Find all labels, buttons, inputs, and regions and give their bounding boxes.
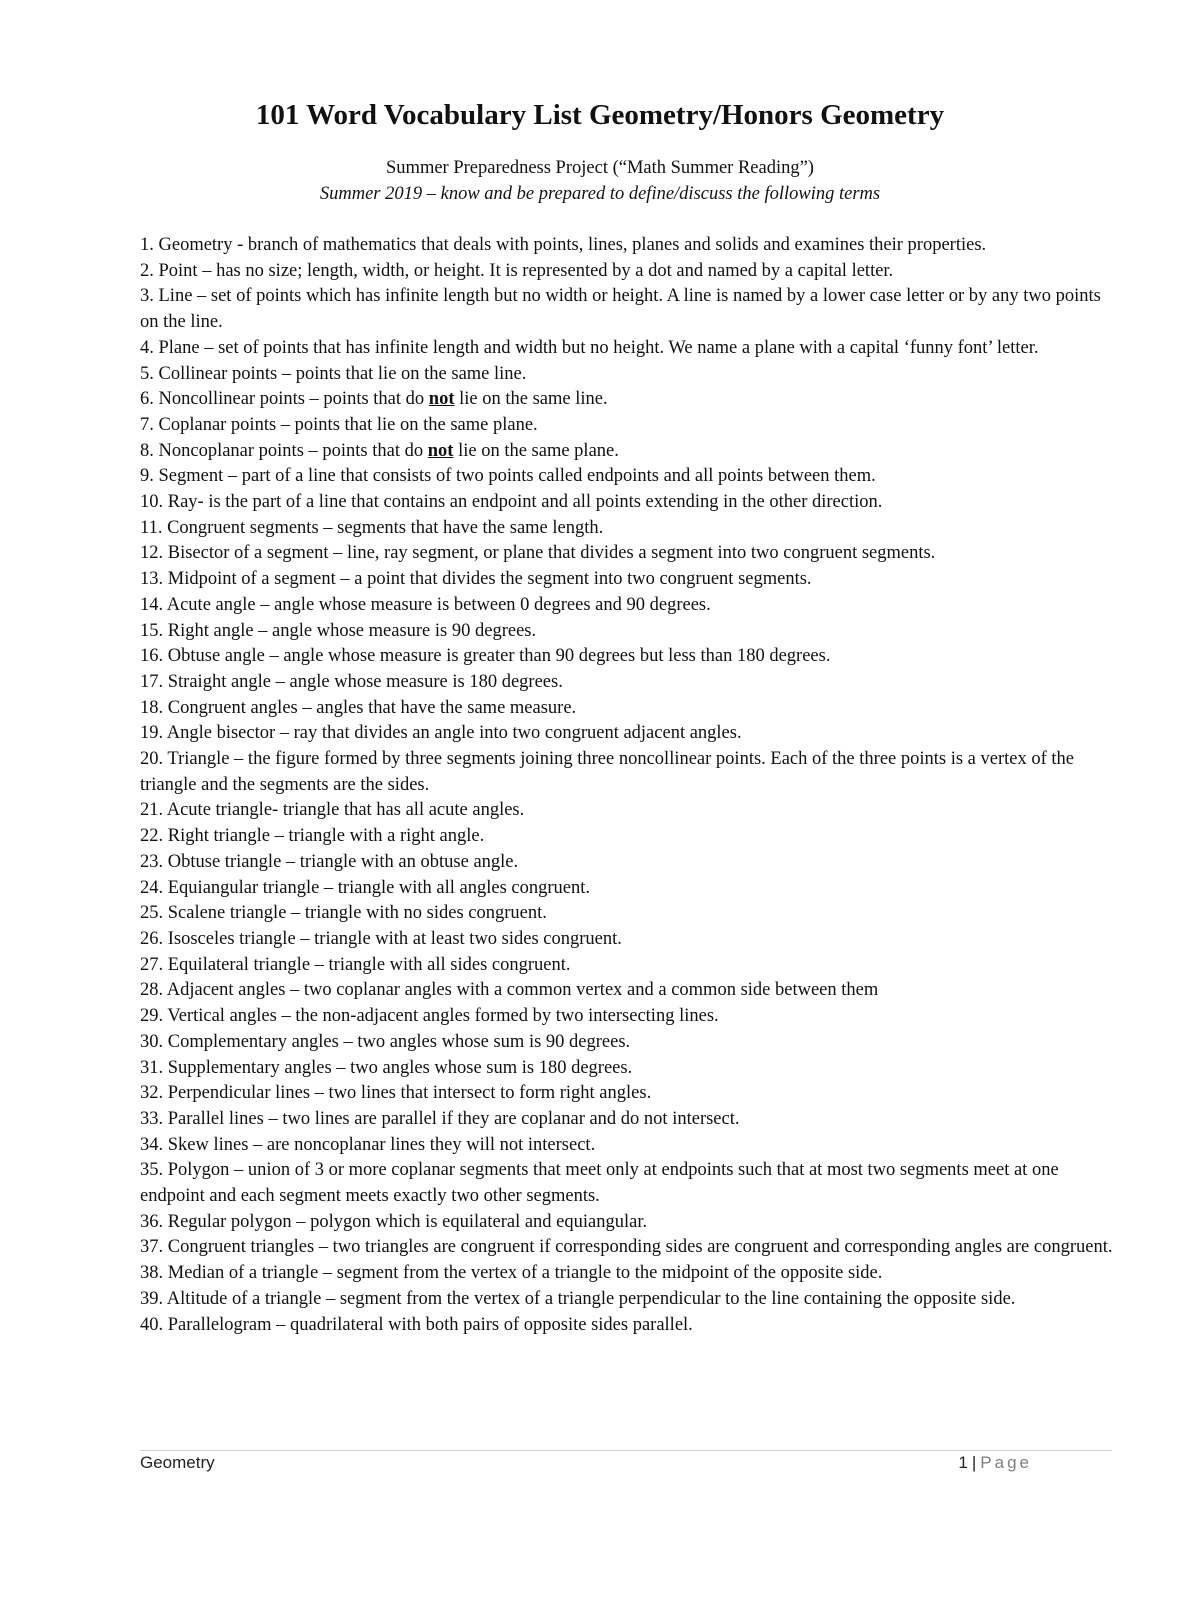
vocabulary-text: 20. Triangle – the figure formed by three segments joining three noncollinear points. Each of the three points is a vertex of the triangle and the segments are the sides. (140, 749, 1075, 795)
vocabulary-text: 11. Congruent segments – segments that have the same length. (140, 517, 604, 538)
vocabulary-item (140, 1158, 1115, 1209)
vocabulary-text: 31. Supplementary angles – two angles whose sum is 180 degrees. (140, 1057, 633, 1078)
vocabulary-item (140, 1133, 1115, 1159)
emphasized-word: not (427, 440, 454, 461)
document-title: 101 Word Vocabulary List Geometry/Honors Geometry (255, 99, 945, 131)
vocabulary-item (140, 619, 1115, 645)
vocabulary-item (140, 798, 1115, 824)
vocabulary-item (140, 259, 1115, 285)
vocabulary-item (140, 541, 1115, 567)
vocabulary-text: 36. Regular polygon – polygon which is equilateral and equiangular. (140, 1211, 648, 1232)
document-instruction: Summer 2019 – know and be prepared to define/discuss the following terms (319, 184, 881, 204)
vocabulary-text: 30. Complementary angles – two angles whose sum is 90 degrees. (140, 1031, 631, 1052)
vocabulary-item (140, 644, 1115, 670)
vocabulary-text: 19. Angle bisector – ray that divides an angle into two congruent adjacent angles. (140, 723, 742, 744)
vocabulary-item (140, 927, 1115, 953)
page-number: 1 (958, 1453, 968, 1472)
vocabulary-item (140, 850, 1115, 876)
vocabulary-item (140, 387, 1115, 413)
vocabulary-text: 34. Skew lines – are noncoplanar lines they will not intersect. (140, 1134, 596, 1155)
vocabulary-text: 25. Scalene triangle – triangle with no sides congruent. (140, 903, 547, 924)
vocabulary-item (140, 953, 1115, 979)
vocabulary-item (140, 567, 1115, 593)
vocabulary-item (140, 978, 1115, 1004)
vocabulary-text: 10. Ray- is the part of a line that contains an endpoint and all points extending in the other direction. (140, 492, 883, 513)
vocabulary-text: 27. Equilateral triangle – triangle with all sides congruent. (140, 954, 571, 975)
vocabulary-text: 33. Parallel lines – two lines are parallel if they are coplanar and do not intersect. (140, 1108, 740, 1129)
vocabulary-text: 4. Plane – set of points that has infinite length and width but no height. We name a plane with a capital ‘funny font’ letter. (140, 337, 1039, 358)
vocabulary-item (140, 464, 1115, 490)
vocabulary-text: 28. Adjacent angles – two coplanar angles with a common vertex and a common side between them (140, 980, 879, 1001)
vocabulary-item (140, 593, 1115, 619)
vocabulary-item (140, 439, 1115, 465)
vocabulary-text: 8. Noncoplanar points – points that do (140, 440, 428, 461)
vocabulary-text-end: lie on the same plane. (453, 440, 619, 461)
vocabulary-item (140, 1004, 1115, 1030)
vocabulary-text: 24. Equiangular triangle – triangle with all angles congruent. (140, 877, 591, 898)
vocabulary-text: 17. Straight angle – angle whose measure is 180 degrees. (140, 671, 563, 692)
vocabulary-text: 21. Acute triangle- triangle that has all acute angles. (140, 800, 525, 821)
vocabulary-item (140, 1081, 1115, 1107)
vocabulary-item (140, 901, 1115, 927)
vocabulary-text: 23. Obtuse triangle – triangle with an obtuse angle. (140, 851, 519, 872)
document-subtitle: Summer Preparedness Project (“Math Summer Reading”) (386, 158, 814, 178)
vocabulary-text: 39. Altitude of a triangle – segment from the vertex of a triangle perpendicular to the line containing the opposite side. (140, 1288, 1016, 1309)
vocabulary-item (140, 721, 1115, 747)
vocabulary-item (140, 696, 1115, 722)
vocabulary-text: 38. Median of a triangle – segment from the vertex of a triangle to the midpoint of the opposite side. (140, 1263, 883, 1284)
vocabulary-item (140, 1261, 1115, 1287)
vocabulary-text: 29. Vertical angles – the non-adjacent angles formed by two intersecting lines. (140, 1006, 719, 1027)
vocabulary-text: 14. Acute angle – angle whose measure is between 0 degrees and 90 degrees. (140, 594, 711, 615)
vocabulary-text: 22. Right triangle – triangle with a right angle. (140, 826, 485, 847)
vocabulary-text: 32. Perpendicular lines – two lines that intersect to form right angles. (140, 1083, 652, 1104)
vocabulary-item (140, 336, 1115, 362)
vocabulary-item (140, 1056, 1115, 1082)
vocabulary-item (140, 1030, 1115, 1056)
vocabulary-item (140, 233, 1115, 259)
vocabulary-item (140, 1107, 1115, 1133)
footer-separator: | (971, 1453, 977, 1472)
vocabulary-list (140, 233, 1115, 1338)
vocabulary-text: 15. Right angle – angle whose measure is 90 degrees. (140, 620, 537, 641)
vocabulary-text: 35. Polygon – union of 3 or more coplanar segments that meet only at endpoints such that at most two segments meet at one endpoint and each segment meets exactly two other segments. (140, 1160, 1059, 1207)
vocabulary-text: 1. Geometry - branch of mathematics that deals with points, lines, planes and solids and examines their properties. (140, 235, 987, 255)
vocabulary-item (140, 516, 1115, 542)
vocabulary-text: 26. Isosceles triangle – triangle with at least two sides congruent. (140, 928, 622, 949)
vocabulary-text: 18. Congruent angles – angles that have the same measure. (140, 697, 577, 718)
vocabulary-text: 3. Line – set of points which has infinite length but no width or height. A line is named by a lower case letter or by any two points on the line. (140, 286, 1101, 333)
vocabulary-item (140, 362, 1115, 388)
vocabulary-text: 6. Noncollinear points – points that do (140, 389, 429, 410)
vocabulary-item (140, 670, 1115, 696)
vocabulary-item (140, 490, 1115, 516)
vocabulary-text: 5. Collinear points – points that lie on the same line. (140, 363, 527, 384)
page-word: Page (980, 1453, 1032, 1472)
vocabulary-item (140, 1313, 1115, 1339)
vocabulary-text: 7. Coplanar points – points that lie on the same plane. (140, 414, 538, 435)
vocabulary-item (140, 747, 1115, 798)
vocabulary-text: 12. Bisector of a segment – line, ray segment, or plane that divides a segment into two congruent segments. (140, 543, 936, 564)
vocabulary-text: 13. Midpoint of a segment – a point that divides the segment into two congruent segments. (140, 569, 812, 590)
vocabulary-item (140, 284, 1115, 335)
vocabulary-text: 37. Congruent triangles – two triangles are congruent if corresponding sides are congruent and corresponding angles are congruent. (140, 1237, 1113, 1258)
emphasized-word: not (428, 389, 455, 410)
vocabulary-text: 40. Parallelogram – quadrilateral with both pairs of opposite sides parallel. (140, 1314, 693, 1335)
vocabulary-item (140, 1235, 1115, 1261)
vocabulary-item (140, 824, 1115, 850)
footer-page-label (958, 1451, 1032, 1475)
vocabulary-text-end: lie on the same line. (454, 389, 608, 410)
vocabulary-item (140, 1210, 1115, 1236)
footer-course-name: Geometry (140, 1453, 215, 1472)
vocabulary-item (140, 413, 1115, 439)
vocabulary-text: 2. Point – has no size; length, width, or height. It is represented by a dot and named by a capital letter. (140, 260, 894, 281)
vocabulary-text: 16. Obtuse angle – angle whose measure is greater than 90 degrees but less than 180 degrees. (140, 646, 831, 667)
vocabulary-item (140, 876, 1115, 902)
vocabulary-text: 9. Segment – part of a line that consists of two points called endpoints and all points between them. (140, 466, 876, 487)
vocabulary-item (140, 1287, 1115, 1313)
